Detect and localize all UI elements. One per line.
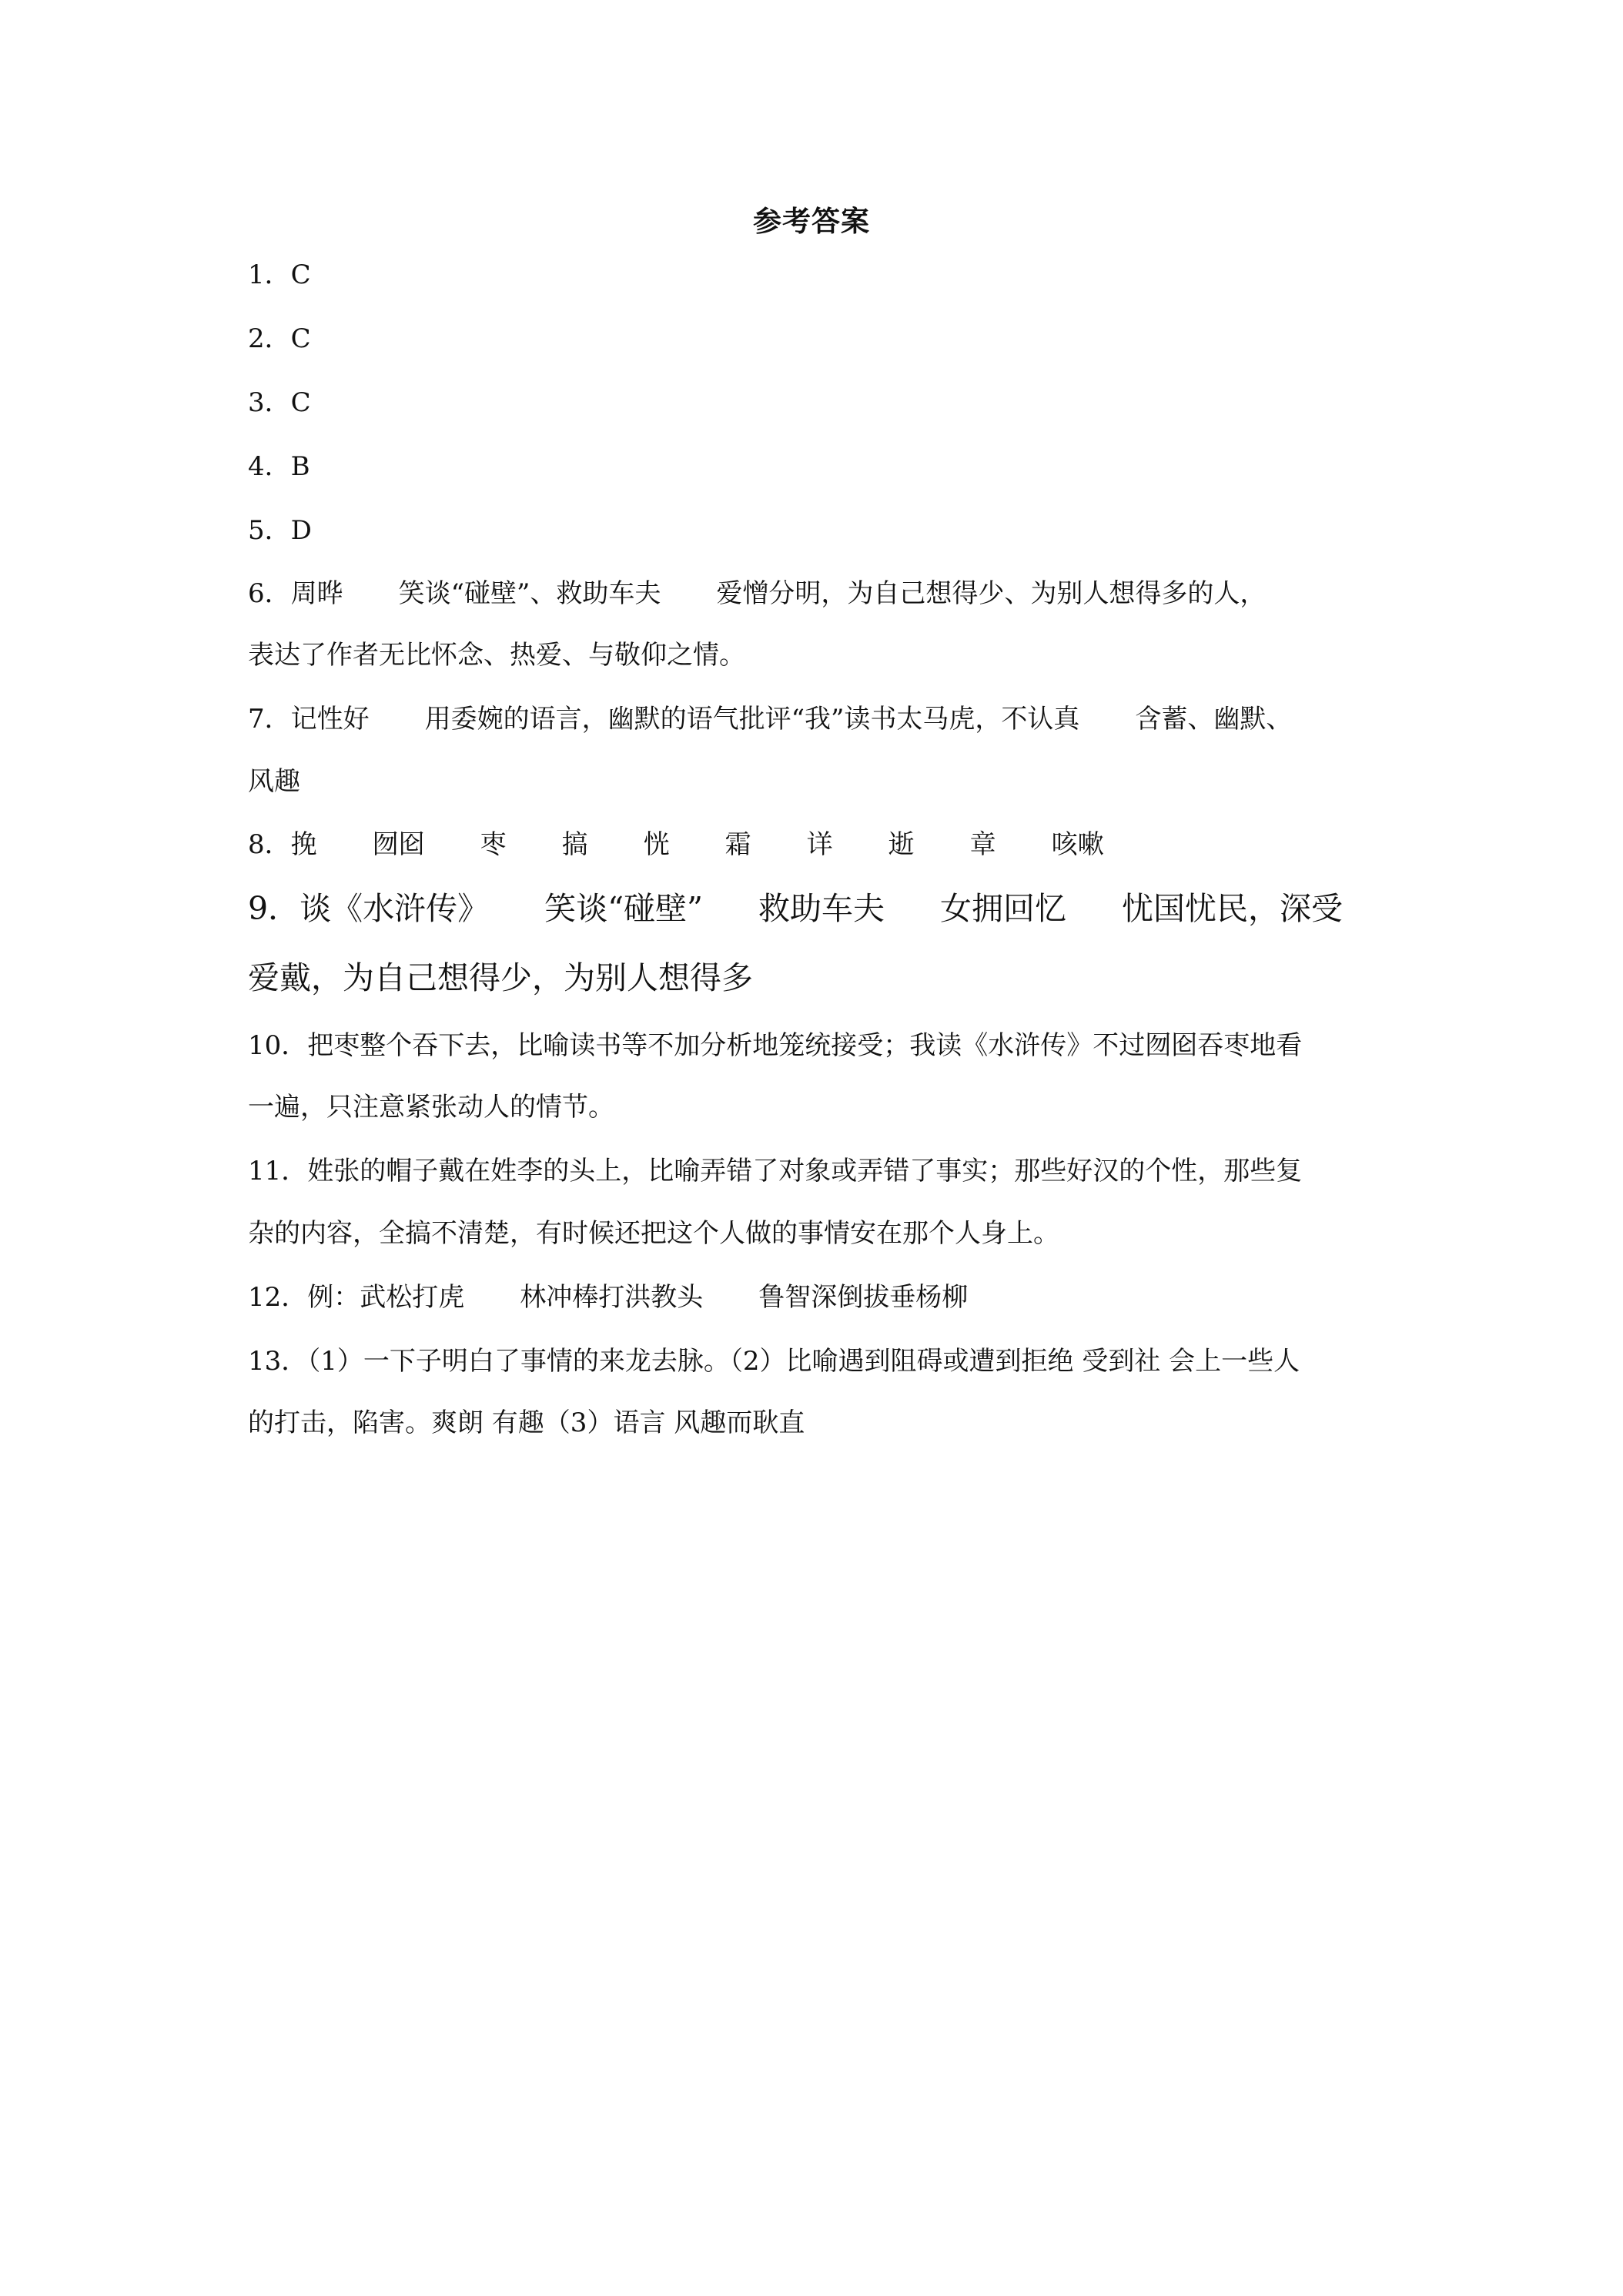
- answer-8-item: 详: [806, 829, 833, 860]
- answer-10-line-1: 10．把枣整个吞下去，比喻读书等不加分析地笼统接受；我读《水浒传》不过囫囵吞枣地看: [248, 1030, 1303, 1061]
- answer-9-part-5: 忧国忧民，深受: [1122, 890, 1344, 927]
- answer-4: 4．B: [248, 451, 310, 482]
- answer-8-item: 恍: [643, 829, 670, 860]
- answer-8-number: 8．: [248, 829, 291, 860]
- answer-11-line-2: 杂的内容，全搞不清楚，有时候还把这个人做的事情安在那个人身上。: [248, 1218, 1059, 1249]
- answer-2: 2．C: [248, 323, 311, 354]
- answer-13-line-1: 13．（1）一下子明白了事情的来龙去脉。（2）比喻遇到阻碍或遭到拒绝 受到社 会上一些人: [248, 1346, 1300, 1377]
- answer-9-part-4: 女拥回忆: [940, 890, 1067, 927]
- answer-8-item: 咳嗽: [1051, 829, 1104, 860]
- answer-6-line-1: [248, 574, 1387, 613]
- answer-12-part-1: 例：武松打虎: [307, 1282, 465, 1313]
- answer-7-part-3: 含蓄、幽默、: [1135, 704, 1293, 735]
- answer-8-item: 霜: [724, 829, 751, 860]
- answer-6-part-1: 周晔: [290, 578, 343, 609]
- answer-8-item: 搞: [561, 829, 588, 860]
- answer-9-part-2: 笑谈“碰壁”: [544, 890, 704, 927]
- answer-7-line-2: 风趣: [248, 766, 300, 797]
- answer-8-item: 逝: [888, 829, 915, 860]
- answer-7-line-1: [248, 700, 1387, 738]
- answer-6-part-3: 爱憎分明，为自己想得少、为别人想得多的人，: [716, 578, 1267, 609]
- answer-3: 3．C: [248, 387, 311, 418]
- answer-6-number: 6．: [248, 578, 291, 609]
- answer-9-line-2: 爱戴，为自己想得少，为别人想得多: [248, 959, 753, 996]
- answer-12-part-3: 鲁智深倒拔垂杨柳: [758, 1282, 969, 1313]
- answer-7-part-2: 用委婉的语言，幽默的语气批评“我”读书太马虎，不认真: [424, 704, 1080, 735]
- answer-9-part-1: 谈《水浒传》: [300, 890, 490, 927]
- answer-10-line-2: 一遍，只注意紧张动人的情节。: [248, 1092, 614, 1123]
- answer-13-line-2: 的打击，陷害。爽朗 有趣（3）语言 风趣而耿直: [248, 1407, 805, 1438]
- answer-12: [248, 1278, 1387, 1317]
- answer-8-item: 章: [969, 829, 996, 860]
- answer-1: 1．C: [248, 259, 311, 290]
- answer-6-part-2: 笑谈“碰壁”、救助车夫: [398, 578, 661, 609]
- answer-6-line-2: 表达了作者无比怀念、热爱、与敬仰之情。: [248, 640, 745, 671]
- answer-9-part-3: 救助车夫: [758, 890, 885, 927]
- answer-8: [248, 825, 1387, 864]
- answer-12-part-2: 林冲棒打洪教头: [520, 1282, 704, 1313]
- answer-7-part-1: 记性好: [290, 704, 370, 735]
- answer-12-number: 12．: [248, 1282, 308, 1313]
- answer-11-line-1: 11．姓张的帽子戴在姓李的头上，比喻弄错了对象或弄错了事实；那些好汉的个性，那些复: [248, 1156, 1303, 1186]
- answer-8-item: 囫囵: [372, 829, 425, 860]
- answer-9-number: 9．: [248, 890, 300, 927]
- answer-7-number: 7．: [248, 704, 291, 735]
- answer-9-line-1: [248, 885, 1387, 932]
- answer-8-item: 挽: [290, 829, 317, 860]
- page-title: 参考答案: [753, 204, 870, 238]
- answer-8-item: 枣: [480, 829, 507, 860]
- answer-5: 5．D: [248, 515, 312, 546]
